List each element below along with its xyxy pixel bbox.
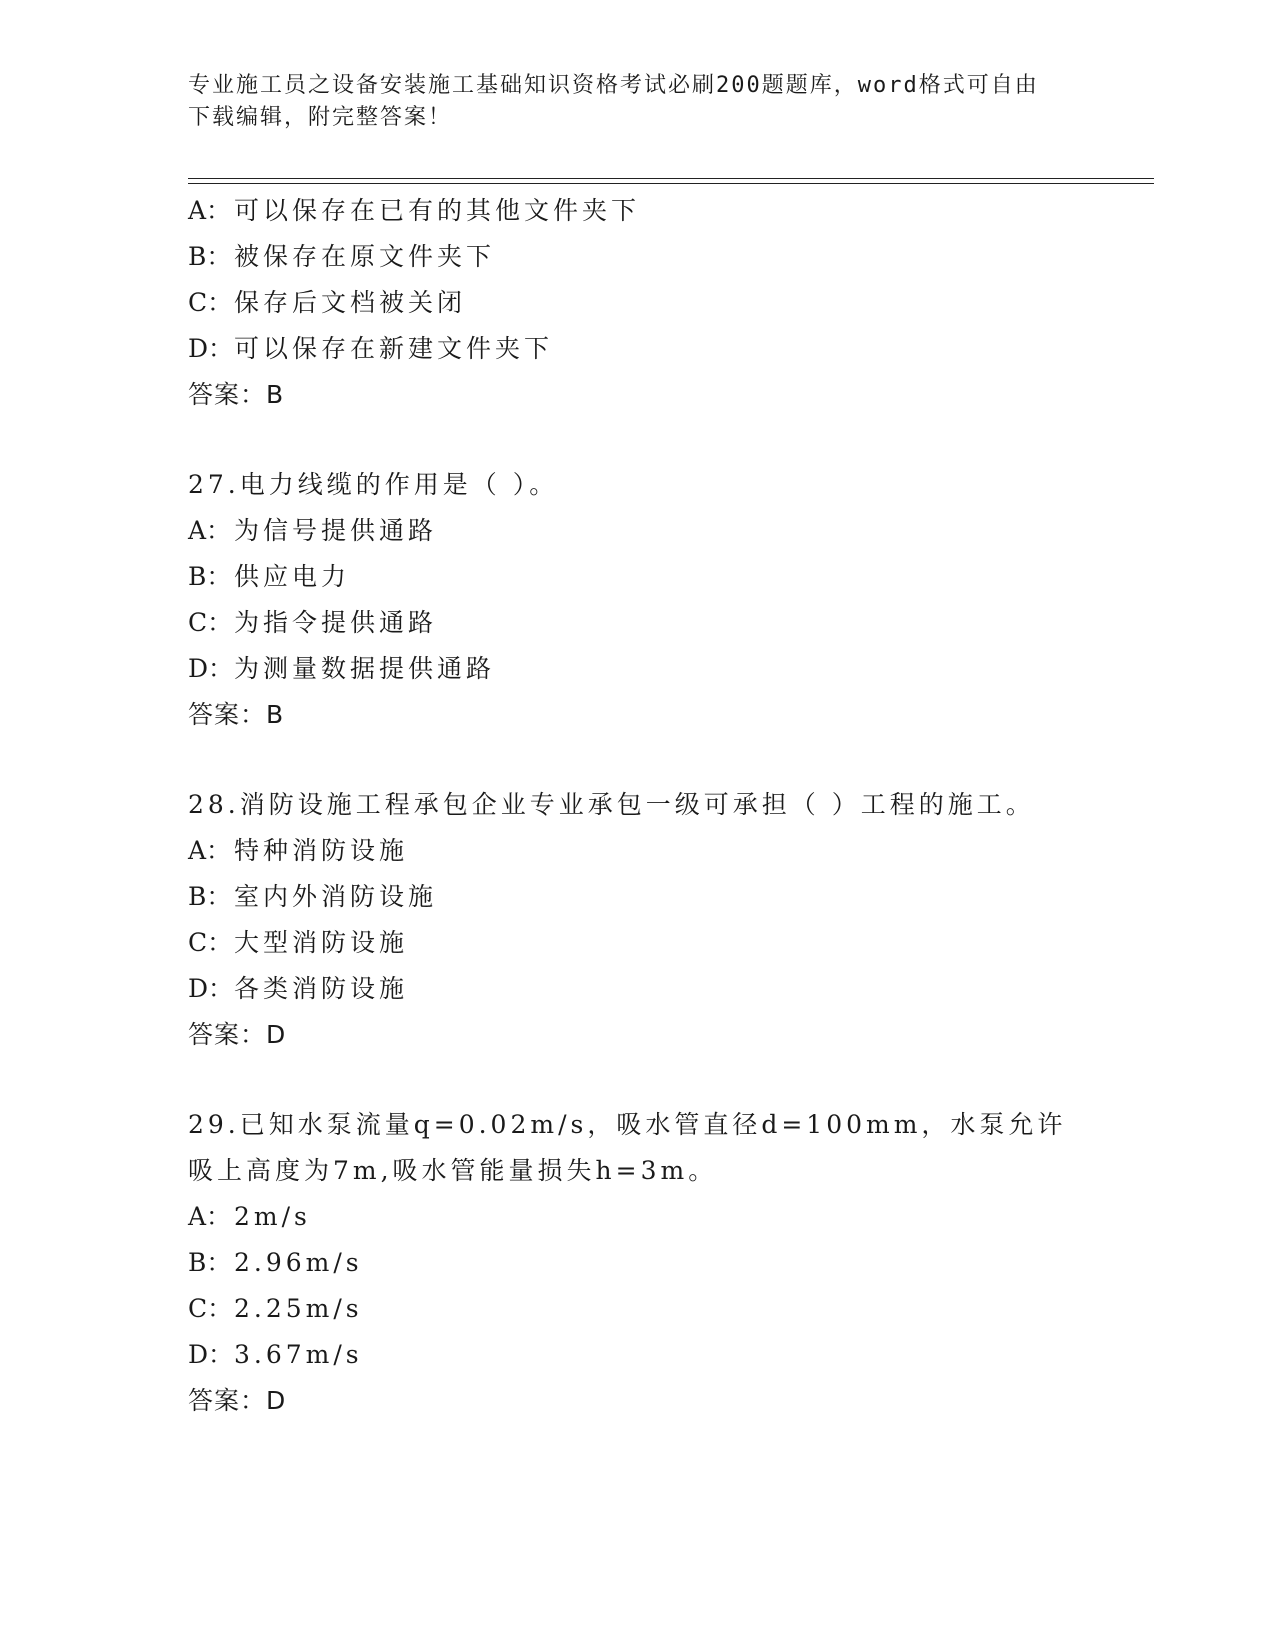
option-key: A： <box>188 516 232 545</box>
option-d <box>188 1332 1148 1378</box>
option-text: 保存后文档被关闭 <box>234 288 467 317</box>
option-text: 特种消防设施 <box>234 836 409 865</box>
option-key: B： <box>188 882 232 911</box>
option-b <box>188 874 1148 920</box>
option-text: 2m/s <box>234 1202 311 1231</box>
option-key: B： <box>188 1248 232 1277</box>
header-title-line-1: 专业施工员之设备安装施工基础知识资格考试必刷200题题库，word格式可自由 <box>188 73 1039 98</box>
option-text: 大型消防设施 <box>234 928 409 957</box>
option-c <box>188 600 1148 646</box>
option-text: 2.96m/s <box>234 1248 363 1277</box>
option-c <box>188 280 1148 326</box>
option-key: C： <box>188 608 233 637</box>
option-a <box>188 508 1148 554</box>
option-key: D： <box>188 334 234 363</box>
question-content <box>188 188 1148 1424</box>
option-a <box>188 188 1148 234</box>
option-b <box>188 1240 1148 1286</box>
option-text: 可以保存在新建文件夹下 <box>234 334 554 363</box>
answer-line: 答案：D <box>188 1386 287 1415</box>
option-key: A： <box>188 836 232 865</box>
option-text: 为指令提供通路 <box>234 608 438 637</box>
question-stem: 29.已知水泵流量q=0.02m/s，吸水管直径d=100mm，水泵允许吸上高度为7m,吸水管能量损失h=3m。 <box>188 1110 1067 1185</box>
option-d <box>188 646 1148 692</box>
option-key: D： <box>188 654 234 683</box>
option-key: A： <box>188 196 232 225</box>
question-29 <box>188 1102 1148 1424</box>
option-d <box>188 966 1148 1012</box>
option-text: 2.25m/s <box>234 1294 363 1323</box>
option-text: 室内外消防设施 <box>234 882 438 911</box>
option-text: 可以保存在已有的其他文件夹下 <box>234 196 641 225</box>
option-a <box>188 828 1148 874</box>
header-title-line-2: 下载编辑，附完整答案！ <box>188 105 453 130</box>
answer-line: 答案：B <box>188 380 285 409</box>
option-key: D： <box>188 974 234 1003</box>
option-b <box>188 234 1148 280</box>
option-text: 各类消防设施 <box>234 974 409 1003</box>
option-text: 被保存在原文件夹下 <box>234 242 496 271</box>
option-text: 为信号提供通路 <box>234 516 438 545</box>
option-b <box>188 554 1148 600</box>
option-c <box>188 920 1148 966</box>
option-c <box>188 1286 1148 1332</box>
option-key: B： <box>188 562 232 591</box>
option-key: C： <box>188 928 233 957</box>
option-d <box>188 326 1148 372</box>
question-26-tail <box>188 188 1148 418</box>
question-stem: 28.消防设施工程承包企业专业承包一级可承担（ ）工程的施工。 <box>188 790 1035 819</box>
option-text: 供应电力 <box>234 562 351 591</box>
question-27 <box>188 462 1148 738</box>
answer-line: 答案：B <box>188 700 285 729</box>
option-text: 3.67m/s <box>234 1340 363 1369</box>
document-header <box>188 70 1078 134</box>
option-key: C： <box>188 288 233 317</box>
option-text: 为测量数据提供通路 <box>234 654 496 683</box>
option-key: B： <box>188 242 232 271</box>
answer-line: 答案：D <box>188 1020 287 1049</box>
option-key: D： <box>188 1340 234 1369</box>
option-a <box>188 1194 1148 1240</box>
question-28 <box>188 782 1148 1058</box>
header-double-rule <box>188 178 1154 184</box>
question-stem: 27.电力线缆的作用是（ ）。 <box>188 470 559 499</box>
option-key: A： <box>188 1202 232 1231</box>
option-key: C： <box>188 1294 233 1323</box>
